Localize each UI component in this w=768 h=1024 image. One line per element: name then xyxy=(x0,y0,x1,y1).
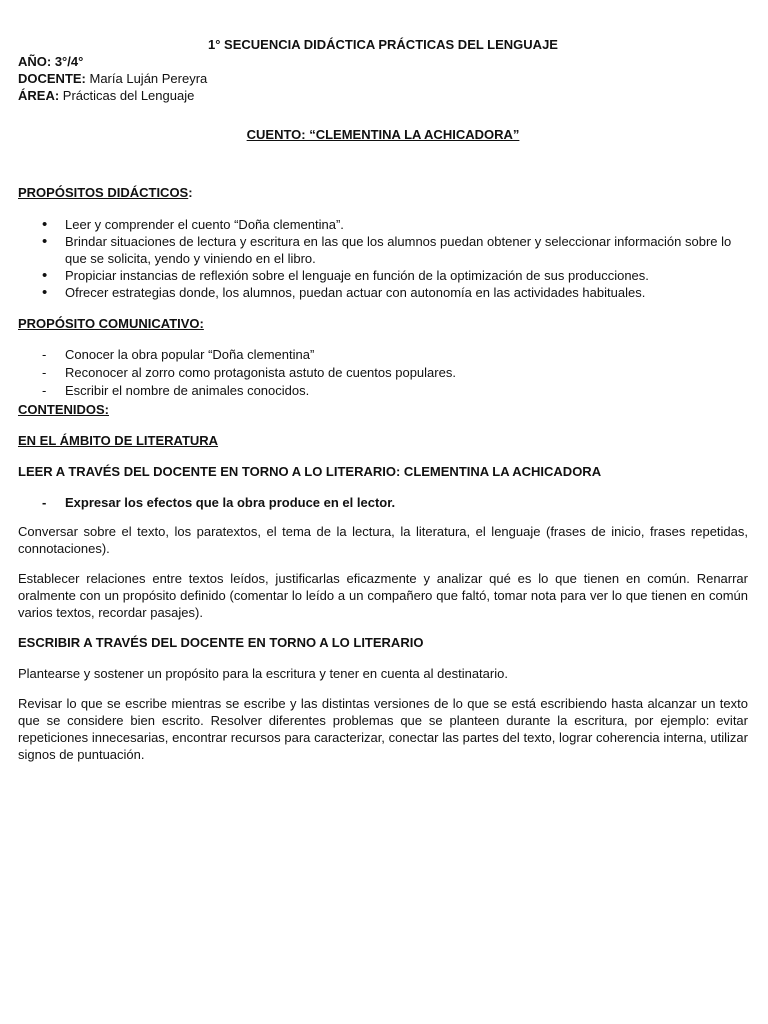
area-label: ÁREA: xyxy=(18,88,60,103)
anio-label: AÑO: 3°/4° xyxy=(18,54,84,69)
comunicativo-list xyxy=(18,346,748,399)
list-item: - Reconocer al zorro como protagonista astuto de cuentos populares. xyxy=(18,364,748,381)
meta-docente xyxy=(18,70,748,87)
propositos-section xyxy=(18,184,748,301)
area-value: Prácticas del Lenguaje xyxy=(59,88,195,103)
list-item: - Expresar los efectos que la obra produce en el lector. xyxy=(18,494,748,511)
list-item: • Brindar situaciones de lectura y escritura en las que los alumnos puedan obtener y seleccionar información sobre lo que se solicita, yendo y viniendo en el libro. xyxy=(18,233,748,267)
leer-list xyxy=(18,494,748,511)
paragraph-plantearse: Plantearse y sostener un propósito para la escritura y tener en cuenta al destinatario. xyxy=(18,666,508,681)
docente-label: DOCENTE: xyxy=(18,71,86,86)
escribir-heading: ESCRIBIR A TRAVÉS DEL DOCENTE EN TORNO A LO LITERARIO xyxy=(18,635,424,650)
paragraph-establecer: Establecer relaciones entre textos leídos, justificarlas eficazmente y analizar qué es lo que tienen en común. Renarrar oralmente con un propósito definido (comentar lo leído a un compañero que faltó, tomar nota para ver lo que tienen en común varios textos, recordar pasajes). xyxy=(18,571,748,620)
comunicativo-heading: PROPÓSITO COMUNICATIVO: xyxy=(18,316,204,331)
leer-heading: LEER A TRAVÉS DEL DOCENTE EN TORNO A LO LITERARIO: CLEMENTINA LA ACHICADORA xyxy=(18,464,602,479)
ambito-heading: EN EL ÁMBITO DE LITERATURA xyxy=(18,433,219,448)
propositos-heading-line xyxy=(18,184,748,201)
propositos-heading: PROPÓSITOS DIDÁCTICOS xyxy=(18,185,189,200)
list-item: • Ofrecer estrategias donde, los alumnos, puedan actuar con autonomía en las actividades habituales. xyxy=(18,284,748,301)
contenidos-heading: CONTENIDOS: xyxy=(18,402,109,417)
list-item: • Propiciar instancias de reflexión sobre el lenguaje en función de la optimización de sus producciones. xyxy=(18,267,748,284)
meta-area xyxy=(18,87,748,104)
propositos-colon: : xyxy=(188,185,193,200)
docente-value: María Luján Pereyra xyxy=(85,71,208,86)
comunicativo-section xyxy=(18,315,748,399)
story-title: CUENTO: “CLEMENTINA LA ACHICADORA” xyxy=(246,127,520,142)
list-item: - Conocer la obra popular “Doña clementina” xyxy=(18,346,748,363)
list-item: • Leer y comprender el cuento “Doña clementina”. xyxy=(18,216,748,233)
paragraph-conversar: Conversar sobre el texto, los paratextos, el tema de la lectura, la literatura, el lenguaje (frases de inicio, frases repetidas, connotaciones). xyxy=(18,524,748,556)
paragraph-revisar: Revisar lo que se escribe mientras se escribe y las distintas versiones de lo que se está escribiendo hasta alcanzar un texto que se considere bien escrito. Resolver diferentes problemas que se planteen durante la escritura, por ejemplo: evitar repeticiones innecesarias, encontrar recursos para caracterizar, conectar las partes del texto, lograr coherencia interna, utilizar signos de puntuación. xyxy=(18,696,748,762)
meta-anio xyxy=(18,53,748,70)
list-item: - Escribir el nombre de animales conocidos. xyxy=(18,382,748,399)
document-title: 1° SECUENCIA DIDÁCTICA PRÁCTICAS DEL LENGUAJE xyxy=(208,37,558,52)
propositos-list xyxy=(18,216,748,301)
